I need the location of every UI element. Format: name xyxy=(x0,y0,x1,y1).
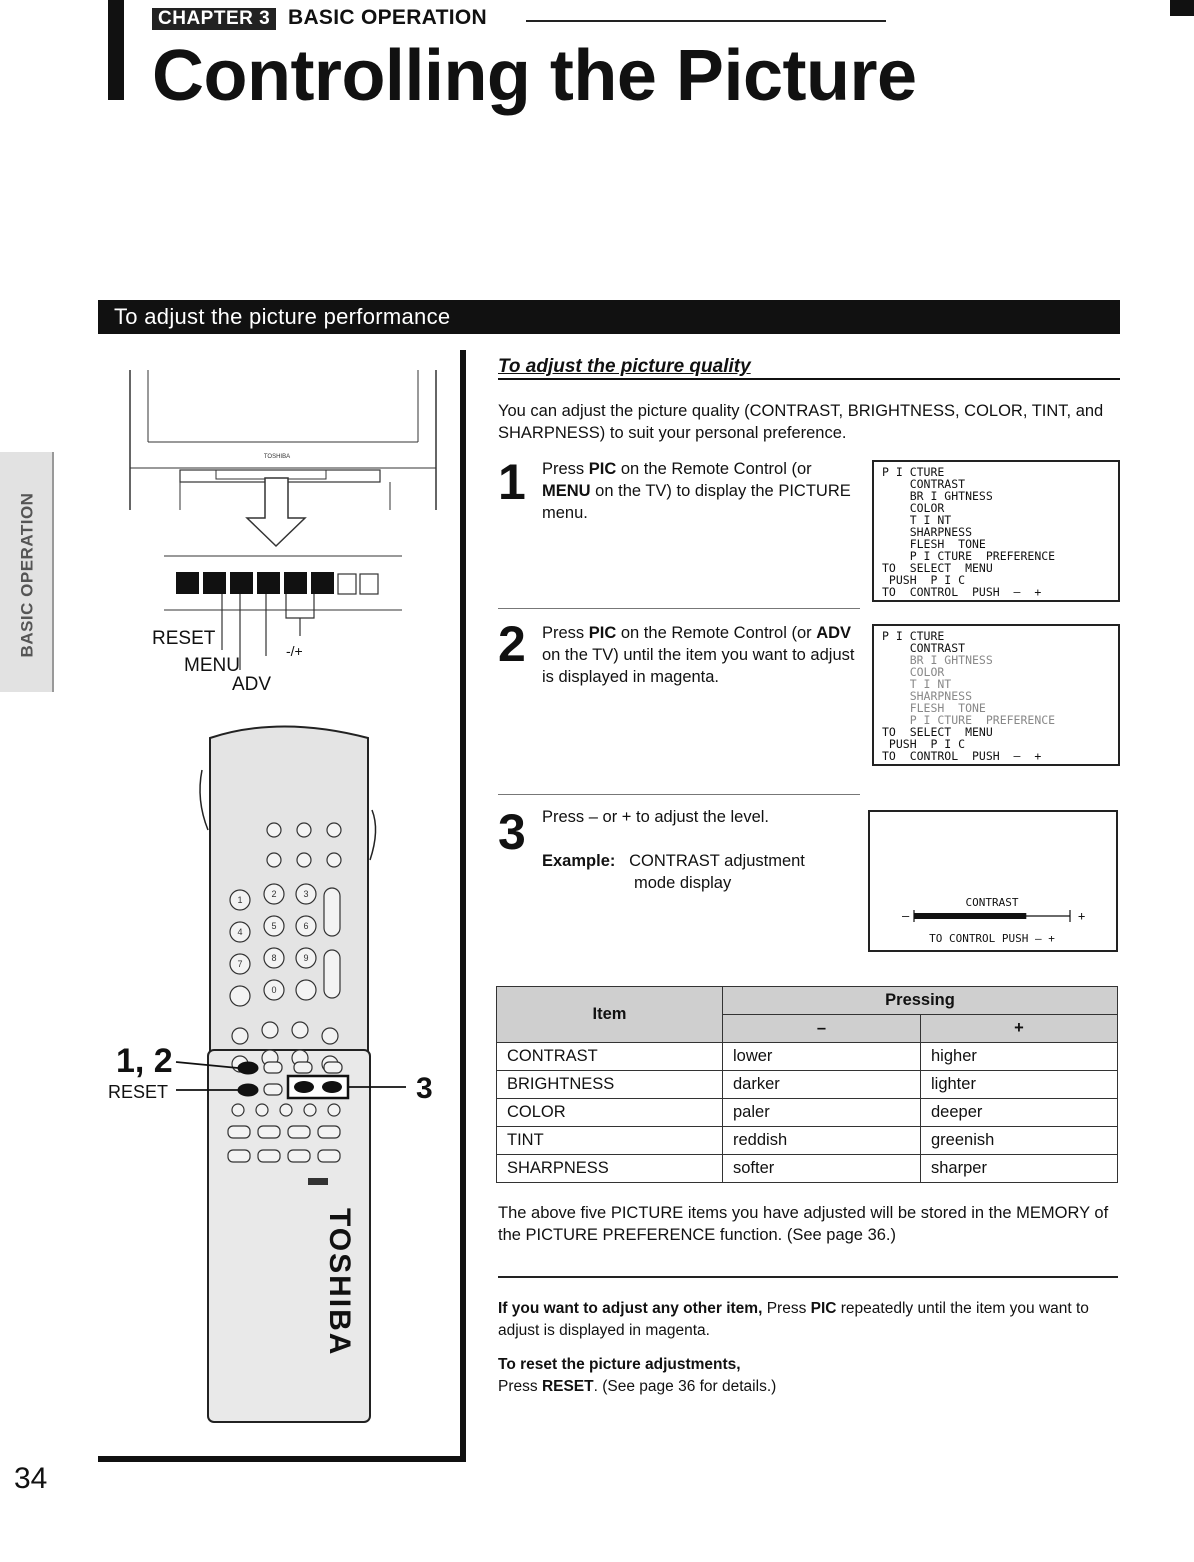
table-body xyxy=(497,1043,1118,1183)
page-number: 34 xyxy=(14,1462,48,1495)
label-minus-plus: -/+ xyxy=(286,643,303,659)
column-divider xyxy=(460,350,466,1462)
contrast-bar-svg xyxy=(870,812,1116,950)
table-cell: sharper xyxy=(921,1155,1118,1183)
step-3-text: Press – or + to adjust the level. xyxy=(542,808,769,826)
contrast-footer: TO CONTROL PUSH – + xyxy=(929,932,1055,945)
section-banner: To adjust the picture performance xyxy=(98,300,1120,334)
osd-line: TO CONTROL PUSH – + xyxy=(882,749,1042,763)
osd-line: SHARPNESS xyxy=(882,689,973,703)
osd-line: PUSH P I C xyxy=(882,737,966,751)
callout-3: 3 xyxy=(416,1072,433,1105)
label-reset: RESET xyxy=(152,628,216,649)
table-header-pressing: Pressing xyxy=(723,987,1118,1015)
step-rule-1 xyxy=(498,608,860,609)
svg-text:9: 9 xyxy=(303,953,309,963)
svg-text:0: 0 xyxy=(271,985,277,995)
table-cell: TINT xyxy=(497,1127,723,1155)
osd-picture-menu-2 xyxy=(872,624,1120,766)
osd-line: TO CONTROL PUSH – + xyxy=(882,585,1042,599)
step-2-text: Press PIC on the Remote Control (or ADV on the TV) until the item you want to adjust is displayed in magenta. xyxy=(542,624,855,686)
callout-reset: RESET xyxy=(108,1082,169,1102)
bottom-rule xyxy=(98,1456,466,1462)
table-row xyxy=(497,1043,1118,1071)
memory-note: The above five PICTURE items you have adjusted will be stored in the MEMORY of the PICTURE PREFERENCE function. (See page 36.) xyxy=(498,1204,1109,1244)
step-2-number: 2 xyxy=(498,616,526,672)
table-cell: softer xyxy=(723,1155,921,1183)
osd-line: FLESH TONE xyxy=(882,537,986,551)
step-1-text: Press PIC on the Remote Control (or MENU on the TV) to display the PICTURE menu. xyxy=(542,460,851,522)
tv-button-panel xyxy=(164,556,402,670)
osd-line: BR I GHTNESS xyxy=(882,653,993,667)
osd-line: P I CTURE PREFERENCE xyxy=(882,713,1056,727)
table-cell: higher xyxy=(921,1043,1118,1071)
table-row xyxy=(497,1071,1118,1099)
label-menu: MENU xyxy=(184,655,240,676)
osd-line: TO SELECT MENU xyxy=(882,561,993,575)
table-row xyxy=(497,1099,1118,1127)
step-3-number: 3 xyxy=(498,804,526,860)
side-tab-label-wrap xyxy=(2,480,52,670)
table-cell: reddish xyxy=(723,1127,921,1155)
table-cell: SHARPNESS xyxy=(497,1155,723,1183)
contrast-label: CONTRAST xyxy=(965,896,1019,909)
remote-brand: TOSHIBA xyxy=(323,1208,356,1357)
table-row xyxy=(497,1127,1118,1155)
sub-heading-rule xyxy=(498,378,1120,380)
osd-line: P I CTURE PREFERENCE xyxy=(882,549,1056,563)
tv-brand: TOSHIBA xyxy=(263,454,291,460)
osd-line: T I NT xyxy=(882,677,952,691)
chapter-rule xyxy=(526,20,886,22)
step-1-number: 1 xyxy=(498,454,526,510)
table-cell: COLOR xyxy=(497,1099,723,1127)
table-cell: darker xyxy=(723,1071,921,1099)
osd-line: P I CTURE xyxy=(882,629,945,643)
table-cell: BRIGHTNESS xyxy=(497,1071,723,1099)
osd-line: P I CTURE xyxy=(882,465,945,479)
osd-line: PUSH P I C xyxy=(882,573,966,587)
svg-text:2: 2 xyxy=(271,889,277,899)
osd-line: COLOR xyxy=(882,501,945,515)
osd-line: CONTRAST xyxy=(882,477,966,491)
chapter-bar xyxy=(108,0,124,100)
svg-text:5: 5 xyxy=(271,921,277,931)
corner-mark xyxy=(1170,0,1194,16)
osd-line: COLOR xyxy=(882,665,945,679)
picture-adjust-table xyxy=(496,986,1118,1183)
page-title: Controlling the Picture xyxy=(152,36,917,116)
remote-control-drawing xyxy=(200,727,376,1423)
svg-text:4: 4 xyxy=(237,927,243,937)
tip-reset: To reset the picture adjustments, Press RESET. (See page 36 for details.) xyxy=(498,1356,777,1395)
callout-1-2: 1, 2 xyxy=(116,1042,173,1080)
table-header-item: Item xyxy=(497,987,723,1043)
svg-text:6: 6 xyxy=(303,921,309,931)
intro-text: You can adjust the picture quality (CONTRAST, BRIGHTNESS, COLOR, TINT, and SHARPNESS) to suit your personal preference. xyxy=(498,402,1104,442)
step-3-example: Example: CONTRAST adjustment mode display xyxy=(542,852,805,892)
svg-text:3: 3 xyxy=(303,889,309,899)
osd-contrast-display xyxy=(868,810,1118,952)
osd-picture-menu-1 xyxy=(872,460,1120,602)
contrast-plus: + xyxy=(1078,909,1086,923)
table-cell: CONTRAST xyxy=(497,1043,723,1071)
table-cell: lower xyxy=(723,1043,921,1071)
osd-line: TO SELECT MENU xyxy=(882,725,993,739)
osd-line: BR I GHTNESS xyxy=(882,489,993,503)
osd-line: T I NT xyxy=(882,513,952,527)
svg-text:1: 1 xyxy=(237,895,243,905)
down-arrow-icon xyxy=(247,478,305,546)
contrast-level-fill xyxy=(914,913,1026,919)
note-rule xyxy=(498,1276,1118,1278)
table-header-minus: – xyxy=(723,1015,921,1043)
table-cell: paler xyxy=(723,1099,921,1127)
sub-heading: To adjust the picture quality xyxy=(498,356,751,377)
tip-other-item: If you want to adjust any other item, Press PIC repeatedly until the item you want to adjust is displayed in magenta. xyxy=(498,1300,1089,1339)
chapter-badge: CHAPTER 3 xyxy=(152,8,276,30)
contrast-minus: – xyxy=(902,909,910,923)
osd-line: CONTRAST xyxy=(882,641,966,655)
table-header-plus: + xyxy=(921,1015,1118,1043)
chapter-name: BASIC OPERATION xyxy=(288,6,487,29)
example-label: Example: xyxy=(542,852,616,870)
label-adv: ADV xyxy=(232,674,272,695)
table-cell: deeper xyxy=(921,1099,1118,1127)
table-cell: greenish xyxy=(921,1127,1118,1155)
side-tab-label: BASIC OPERATION xyxy=(17,492,37,658)
svg-text:8: 8 xyxy=(271,953,277,963)
svg-text:7: 7 xyxy=(237,959,243,969)
tv-remote-illustration xyxy=(100,360,460,1440)
osd-line: FLESH TONE xyxy=(882,701,986,715)
step-rule-2 xyxy=(498,794,860,795)
table-row xyxy=(497,1155,1118,1183)
table-cell: lighter xyxy=(921,1071,1118,1099)
osd-line: SHARPNESS xyxy=(882,525,973,539)
